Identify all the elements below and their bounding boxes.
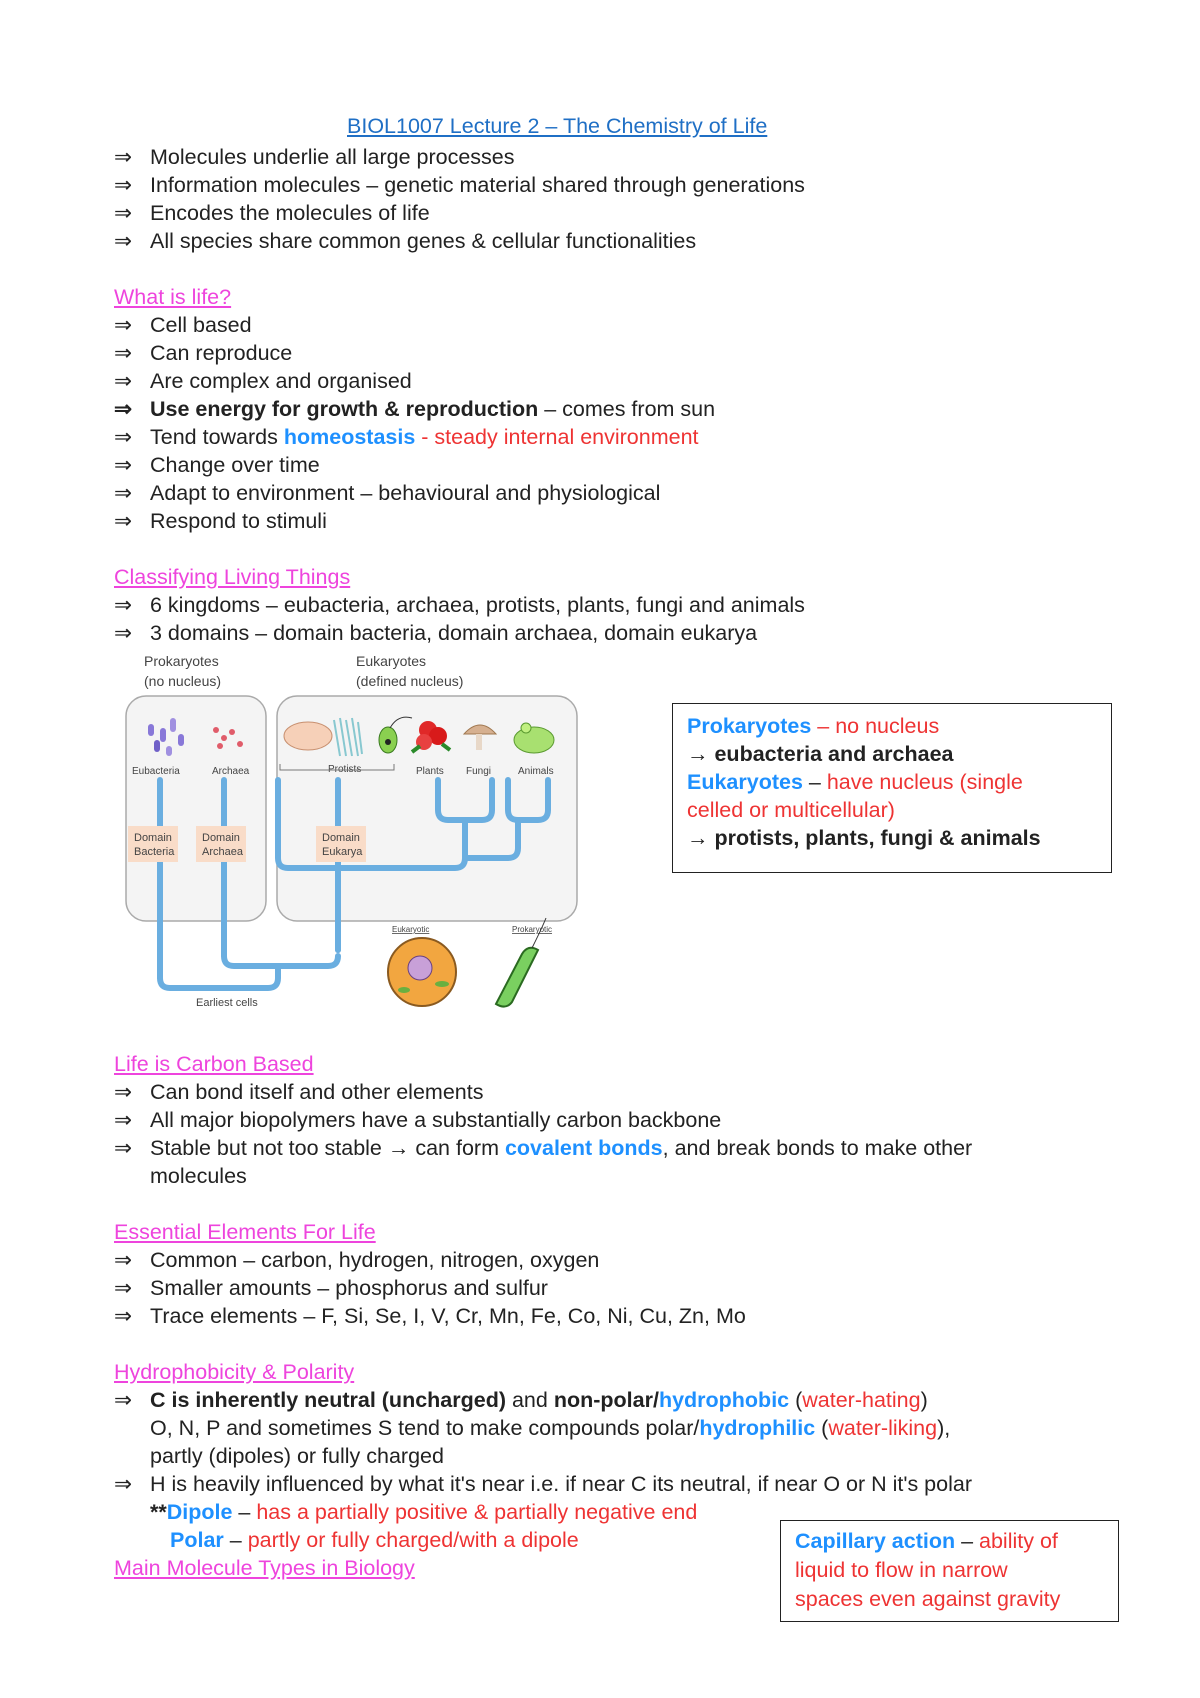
- list-item: ⇒ Can reproduce: [114, 341, 293, 365]
- list-item: ⇒ Adapt to environment – behavioural and physiological: [114, 481, 661, 505]
- list-item: ⇒ Tend towards homeostasis - steady internal environment: [114, 425, 699, 449]
- arrow-icon: ⇒: [114, 1304, 133, 1328]
- svg-text:Domain: Domain: [202, 832, 240, 844]
- svg-text:Domain: Domain: [322, 832, 360, 844]
- list-item-continuation: partly (dipoles) or fully charged: [150, 1444, 444, 1468]
- section-heading-carbon: Life is Carbon Based: [114, 1052, 314, 1076]
- polar-definition: Polar – partly or fully charged/with a dipole: [170, 1528, 579, 1552]
- arrow-icon: ⇒: [114, 1108, 133, 1132]
- prokaryotes-eukaryotes-box: Prokaryotes – no nucleus → eubacteria and archaea Eukaryotes – have nucleus (single celled or multicellular) → protists, plants, fungi & animals: [672, 703, 1112, 873]
- capillary-action-box: Capillary action – ability of liquid to flow in narrow spaces even against gravity: [780, 1520, 1119, 1622]
- arrow-icon: ⇒: [114, 481, 133, 505]
- arrow-icon: ⇒: [114, 453, 133, 477]
- arrow-icon: ⇒: [114, 621, 133, 645]
- list-item: ⇒ Stable but not too stable → can form covalent bonds, and break bonds to make other: [114, 1136, 973, 1160]
- group-label: Plants: [416, 766, 444, 777]
- arrow-icon: ⇒: [114, 145, 133, 169]
- arrow-icon: ⇒: [114, 509, 133, 533]
- svg-text:Archaea: Archaea: [202, 846, 243, 858]
- term-covalent-bonds: covalent bonds: [504, 1136, 663, 1160]
- list-item: ⇒ Encodes the molecules of life: [114, 201, 430, 225]
- section-heading-molecules: Main Molecule Types in Biology: [114, 1556, 415, 1580]
- arrow-icon: ⇒: [114, 1080, 133, 1104]
- eukaryotes-label: Eukaryotes: [356, 653, 427, 669]
- group-label: Fungi: [466, 766, 492, 777]
- list-item: ⇒ Molecules underlie all large processes: [114, 145, 515, 169]
- svg-text:Domain: Domain: [134, 832, 172, 844]
- arrow-icon: ⇒: [114, 229, 133, 253]
- arrow-icon: ⇒: [114, 369, 133, 393]
- tree-of-life-diagram: [120, 648, 590, 1018]
- arrow-icon: ⇒: [114, 313, 133, 337]
- list-item-continuation: molecules: [150, 1164, 247, 1188]
- dipole-definition: **Dipole – has a partially positive & partially negative end: [150, 1500, 698, 1524]
- arrow-icon: ⇒: [114, 1276, 133, 1300]
- cell-sketch: [388, 918, 552, 1007]
- section-heading-life: What is life?: [114, 285, 232, 309]
- prokaryote-region: [126, 696, 266, 921]
- list-item: ⇒ C is inherently neutral (uncharged) and non-polar/hydrophobic (water-hating): [114, 1388, 928, 1412]
- domain-bacteria-box: [128, 826, 178, 862]
- arrow-icon: ⇒: [114, 1248, 133, 1272]
- arrow-icon: ⇒: [114, 1388, 133, 1412]
- term-homeostasis: homeostasis: [283, 425, 416, 449]
- page-title: BIOL1007 Lecture 2 – The Chemistry of Life: [347, 114, 768, 138]
- section-heading-classify: Classifying Living Things: [114, 565, 351, 589]
- prokaryotes-label: Prokaryotes: [144, 653, 219, 669]
- eukaryotes-sublabel: (defined nucleus): [356, 673, 464, 689]
- list-item-continuation: O, N, P and sometimes S tend to make compounds polar/hydrophilic (water-liking),: [150, 1416, 951, 1440]
- list-item: ⇒ All species share common genes & cellular functionalities: [114, 229, 697, 253]
- svg-text:Prokaryotic: Prokaryotic: [512, 925, 553, 934]
- list-item: ⇒ Information molecules – genetic material shared through generations: [114, 173, 805, 197]
- list-item: ⇒ All major biopolymers have a substantially carbon backbone: [114, 1108, 722, 1132]
- section-heading-hydro: Hydrophobicity & Polarity: [114, 1360, 355, 1384]
- list-item: ⇒ Common – carbon, hydrogen, nitrogen, oxygen: [114, 1248, 600, 1272]
- svg-text:Eukarya: Eukarya: [322, 846, 363, 858]
- arrow-icon: ⇒: [114, 593, 133, 617]
- arrow-icon: ⇒: [114, 397, 133, 421]
- list-item: ⇒ H is heavily influenced by what it's near i.e. if near C its neutral, if near O or N it's polar: [114, 1472, 972, 1496]
- group-label: Animals: [518, 766, 554, 777]
- arrow-icon: ⇒: [114, 425, 133, 449]
- arrow-icon: ⇒: [114, 173, 133, 197]
- domain-eukarya-box: [316, 826, 366, 862]
- list-item: ⇒ 6 kingdoms – eubacteria, archaea, protists, plants, fungi and animals: [114, 593, 805, 617]
- list-item: ⇒ Change over time: [114, 453, 320, 477]
- svg-text:Bacteria: Bacteria: [134, 846, 175, 858]
- list-item: ⇒ Cell based: [114, 313, 252, 337]
- list-item: ⇒ Are complex and organised: [114, 369, 412, 393]
- prokaryotes-sublabel: (no nucleus): [144, 673, 222, 689]
- root-label: Earliest cells: [196, 997, 258, 1009]
- list-item: ⇒ Respond to stimuli: [114, 509, 327, 533]
- svg-text:Eukaryotic: Eukaryotic: [392, 925, 430, 934]
- group-label: Protists: [328, 764, 362, 775]
- arrow-icon: ⇒: [114, 341, 133, 365]
- arrow-icon: ⇒: [114, 201, 133, 225]
- domain-archaea-box: [196, 826, 246, 862]
- group-label: Eubacteria: [132, 766, 180, 777]
- list-item: ⇒ Use energy for growth & reproduction – comes from sun: [114, 397, 716, 421]
- list-item: ⇒ Trace elements – F, Si, Se, I, V, Cr, Mn, Fe, Co, Ni, Cu, Zn, Mo: [114, 1304, 746, 1328]
- group-label: Archaea: [212, 766, 250, 777]
- arrow-icon: ⇒: [114, 1136, 133, 1160]
- section-heading-elements: Essential Elements For Life: [114, 1220, 376, 1244]
- list-item: ⇒ Can bond itself and other elements: [114, 1080, 484, 1104]
- list-item: ⇒ Smaller amounts – phosphorus and sulfur: [114, 1276, 548, 1300]
- arrow-icon: ⇒: [114, 1472, 133, 1496]
- list-item: ⇒ 3 domains – domain bacteria, domain archaea, domain eukarya: [114, 621, 758, 645]
